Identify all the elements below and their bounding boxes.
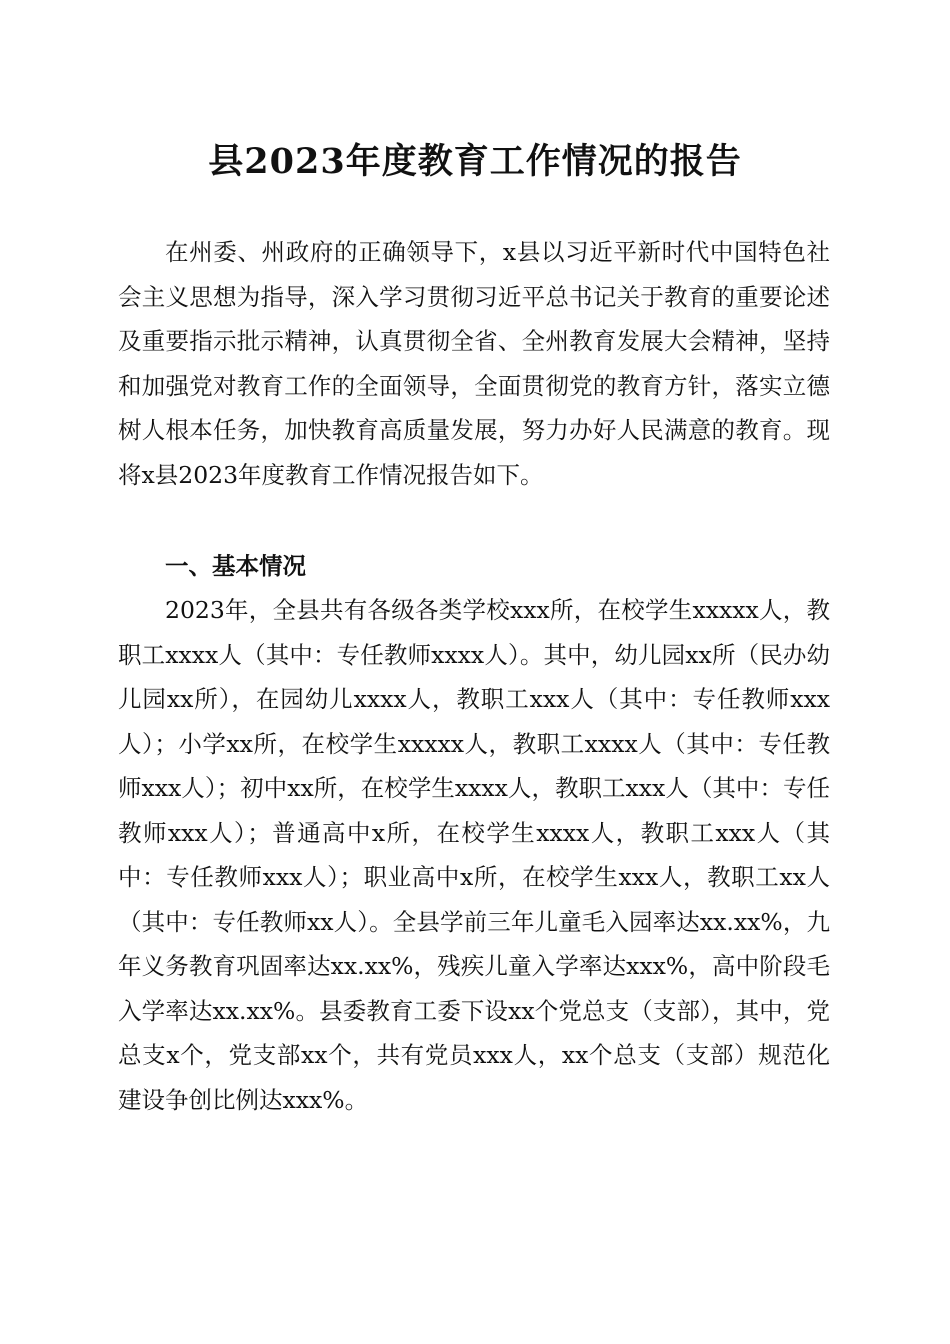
intro-paragraph: 在州委、州政府的正确领导下，x县以习近平新时代中国特色社会主义思想为指导，深入学习贯彻习近平总书记关于教育的重要论述及重要指示批示精神，认真贯彻全省、全州教育发展大会精神，坚持和加强党对教育工作的全面领导，全面贯彻党的教育方针，落实立德树人根本任务，加快教育高质量发展，努力办好人民满意的教育。现将x县2023年度教育工作情况报告如下。 (118, 238, 830, 489)
document-title: 县2023年度教育工作情况的报告 (208, 141, 742, 182)
basic-situation-paragraph: 2023年，全县共有各级各类学校xxx所，在校学生xxxxx人，教职工xxxx人（其中：专任教师xxxx人）。其中，幼儿园xx所（民办幼儿园xx所），在园幼儿xxxx人，教职工xxx人（其中：专任教师xxx人）；小学xx所，在校学生xxxxx人，教职工xxxx人（其中：专任教师xxx人）；初中xx所，在校学生xxxx人，教职工xxx人（其中：专任教师xxx人）；普通高中x所，在校学生xxxx人，教职工xxx人（其中：专任教师xxx人）；职业高中x所，在校学生xxx人，教职工xx人（其中：专任教师xx人）。全县学前三年儿童毛入园率达xx.xx%，九年义务教育巩固率达xx.xx%，残疾儿童入学率达xxx%，高中阶段毛入学率达xx.xx%。县委教育工委下设xx个党总支（支部），其中，党总支x个，党支部xx个，共有党员xxx人，xx个总支（支部）规范化建设争创比例达xxx%。 (118, 596, 830, 1114)
section-heading-basic-situation: 一、基本情况 (165, 552, 306, 580)
